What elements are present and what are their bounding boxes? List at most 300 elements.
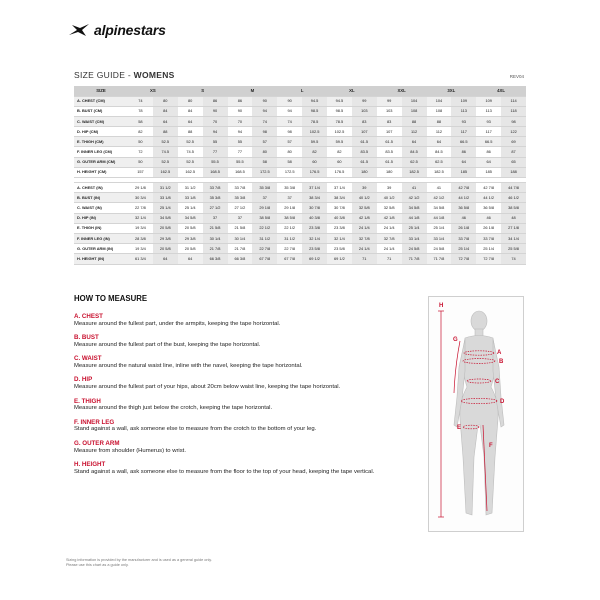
row-label: C. WAIST (CM)	[74, 116, 128, 126]
table-cell: 114	[501, 96, 526, 106]
header-size-cell: S	[178, 86, 228, 96]
table-cell: 50	[128, 137, 153, 147]
table-cell: 24 1/4	[377, 223, 402, 233]
table-cell: 59.5	[302, 137, 327, 147]
table-cell: 35 3/8	[228, 193, 253, 203]
table-cell: 25 1/4	[153, 203, 178, 213]
page-title-bold: WOMENS	[133, 70, 175, 80]
table-cell: 113	[451, 106, 476, 116]
measurement-heading: C. WAIST	[74, 355, 102, 363]
table-cell: 61.5	[377, 157, 402, 167]
measurement-heading: F. INNER LEG	[74, 418, 115, 426]
table-cell: 77	[203, 147, 228, 157]
table-cell: 32 5/8	[377, 203, 402, 213]
table-cell: 46	[451, 213, 476, 223]
table-cell: 33 1/4	[427, 233, 452, 243]
table-cell: 25 1/4	[178, 203, 203, 213]
table-cell: 98	[501, 116, 526, 126]
measurement-description: Measure around the thigh just below the crotch, keeping the tape horizontal.	[74, 405, 273, 412]
header-size-label: SIZE	[74, 86, 128, 96]
cm-row	[74, 116, 526, 126]
row-label: A. CHEST (IN)	[74, 183, 128, 193]
table-cell: 77	[228, 147, 253, 157]
table-cell: 25 1/4	[427, 223, 452, 233]
table-cell: 84	[153, 106, 178, 116]
measurement-heading: E. THIGH	[74, 397, 101, 405]
row-label: B. BUST (CM)	[74, 106, 128, 116]
table-cell: 19 3/4	[128, 223, 153, 233]
table-cell: 52.5	[178, 137, 203, 147]
table-cell: 38 5/8	[252, 213, 277, 223]
footnote-line-2: Please use this chart as a guide only.	[66, 563, 129, 568]
table-cell: 34 1/4	[501, 233, 526, 243]
cm-row	[74, 157, 526, 167]
table-cell: 31 1/2	[277, 233, 302, 243]
table-cell: 38 3/4	[327, 193, 352, 203]
table-cell: 94	[203, 127, 228, 137]
table-cell: 64	[153, 254, 178, 264]
table-cell: 90	[228, 106, 253, 116]
table-cell: 25 1/4	[476, 244, 501, 254]
row-label: C. WAIST (IN)	[74, 203, 128, 213]
table-cell: 23 3/8	[302, 223, 327, 233]
table-cell: 107	[352, 127, 377, 137]
table-cell: 42 7/8	[451, 183, 476, 193]
table-cell: 104	[402, 96, 427, 106]
table-cell: 107	[377, 127, 402, 137]
table-cell: 29 1/8	[252, 203, 277, 213]
figure-letter-c: C	[495, 379, 500, 385]
table-cell: 44 1/8	[427, 213, 452, 223]
measurement-description: Measure around the fullest part of the bust, keeping the tape horizontal.	[74, 341, 261, 348]
table-cell: 37	[277, 193, 302, 203]
table-cell: 32 5/8	[352, 203, 377, 213]
table-cell: 21 5/8	[228, 223, 253, 233]
table-cell: 42 7/8	[476, 183, 501, 193]
female-body-diagram	[429, 297, 525, 533]
table-cell: 83.5	[377, 147, 402, 157]
table-cell: 31 1/2	[252, 233, 277, 243]
table-cell: 22 7/8	[252, 244, 277, 254]
table-cell: 37	[252, 193, 277, 203]
table-cell: 25 5/8	[501, 244, 526, 254]
table-cell: 58	[277, 157, 302, 167]
table-cell: 69 1/2	[302, 254, 327, 264]
table-cell: 122	[501, 127, 526, 137]
table-cell: 64	[178, 254, 203, 264]
row-label: F. INNER LEG (CM)	[74, 147, 128, 157]
measurement-item	[74, 355, 424, 370]
size-table	[74, 86, 526, 265]
version-label: REV04	[509, 74, 524, 79]
table-cell: 180	[377, 167, 402, 177]
table-cell: 22 7/8	[277, 244, 302, 254]
table-cell: 176.5	[327, 167, 352, 177]
alpinestars-star-icon	[68, 23, 90, 37]
table-cell: 41	[427, 183, 452, 193]
table-cell: 38 5/8	[501, 203, 526, 213]
cm-row	[74, 106, 526, 116]
table-cell: 83.5	[352, 147, 377, 157]
header-size-cell: XS	[128, 86, 178, 96]
table-cell: 70	[228, 116, 253, 126]
measurement-description: Measure around the fullest part of your hips, about 20cm below waist line, keeping the tape horizontal.	[74, 384, 341, 391]
table-cell: 65	[501, 157, 526, 167]
table-cell: 46 1/2	[501, 193, 526, 203]
table-cell: 185	[451, 167, 476, 177]
table-cell: 168.5	[203, 167, 228, 177]
table-cell: 26 1/8	[476, 223, 501, 233]
page-title	[74, 70, 175, 80]
measurement-heading: A. CHEST	[74, 313, 103, 320]
measurement-description: Measure around the natural waist line, inline with the navel, keeping the tape horizontal.	[74, 363, 303, 369]
table-cell: 55	[228, 137, 253, 147]
table-cell: 33 1/8	[153, 193, 178, 203]
table-cell: 71 7/8	[402, 254, 427, 264]
table-cell: 61.5	[352, 137, 377, 147]
row-label: G. OUTER ARM (IN)	[74, 244, 128, 254]
table-cell: 33 7/8	[476, 233, 501, 243]
header-size-cell: 4XL	[476, 86, 526, 96]
row-label: A. CHEST (CM)	[74, 96, 128, 106]
table-cell: 31 1/2	[153, 183, 178, 193]
table-cell: 32 7/8	[377, 233, 402, 243]
table-cell: 83	[377, 116, 402, 126]
table-cell: 24 1/4	[352, 223, 377, 233]
table-cell: 86	[203, 96, 228, 106]
table-cell: 30 7/8	[327, 203, 352, 213]
table-cell: 185	[476, 167, 501, 177]
table-cell: 69 1/2	[327, 254, 352, 264]
table-cell: 61.5	[377, 137, 402, 147]
measurement-heading: H. HEIGHT	[74, 460, 106, 468]
table-cell: 64	[451, 157, 476, 167]
table-cell: 23 3/8	[327, 223, 352, 233]
table-cell: 94	[228, 127, 253, 137]
table-cell: 88	[402, 116, 427, 126]
measurement-heading: D. HIP	[74, 376, 93, 384]
table-cell: 42 1/2	[427, 193, 452, 203]
table-cell: 84.5	[427, 147, 452, 157]
table-cell: 64	[178, 116, 203, 126]
measurement-item	[74, 376, 424, 391]
footnote-line-1: Sizing information is provided by the manufacturer and is used as a general guide only.	[66, 558, 212, 562]
footnote	[66, 558, 266, 568]
table-cell: 38 3/4	[302, 193, 327, 203]
table-cell: 61 3/4	[128, 254, 153, 264]
row-label: B. BUST (IN)	[74, 193, 128, 203]
table-cell: 99	[377, 96, 402, 106]
table-cell: 74	[128, 96, 153, 106]
table-cell: 37 1/4	[327, 183, 352, 193]
table-cell: 67 7/8	[252, 254, 277, 264]
cm-row	[74, 96, 526, 106]
table-cell: 74	[501, 254, 526, 264]
table-cell: 29 3/8	[178, 233, 203, 243]
table-cell: 19 3/4	[128, 244, 153, 254]
table-cell: 74.5	[178, 147, 203, 157]
row-label: H. HEIGHT (IN)	[74, 254, 128, 264]
row-label: D. HIP (IN)	[74, 213, 128, 223]
table-cell: 102.5	[302, 127, 327, 137]
table-cell: 109	[476, 96, 501, 106]
table-cell: 33 7/8	[203, 183, 228, 193]
table-cell: 64	[402, 137, 427, 147]
table-cell: 30 3/4	[128, 193, 153, 203]
table-cell: 20 5/8	[153, 244, 178, 254]
row-label: G. OUTER ARM (CM)	[74, 157, 128, 167]
table-cell: 39	[377, 183, 402, 193]
header-size-cell: M	[228, 86, 278, 96]
brand-name: alpinestars	[94, 22, 166, 38]
table-cell: 25 1/4	[402, 223, 427, 233]
table-cell: 98	[252, 127, 277, 137]
table-cell: 23 5/8	[302, 244, 327, 254]
table-cell: 157	[128, 167, 153, 177]
row-label: E. THIGH (CM)	[74, 137, 128, 147]
row-label: F. INNER LEG (IN)	[74, 233, 128, 243]
table-cell: 78.5	[327, 116, 352, 126]
title-row	[74, 70, 524, 80]
measurement-item	[74, 398, 424, 413]
table-cell: 40 1/2	[352, 193, 377, 203]
table-cell: 172.5	[252, 167, 277, 177]
in-row	[74, 233, 526, 243]
table-cell: 66.5	[451, 137, 476, 147]
table-cell: 162.5	[178, 167, 203, 177]
figure-letter-e: E	[457, 425, 462, 431]
table-cell: 82	[327, 147, 352, 157]
table-cell: 74	[252, 116, 277, 126]
in-row	[74, 203, 526, 213]
table-cell: 44 1/2	[476, 193, 501, 203]
in-row	[74, 244, 526, 254]
table-cell: 24 1/4	[352, 244, 377, 254]
table-cell: 30 7/8	[302, 203, 327, 213]
table-cell: 78.5	[302, 116, 327, 126]
table-cell: 66 3/8	[203, 254, 228, 264]
table-cell: 35 3/8	[277, 183, 302, 193]
table-cell: 32 1/4	[327, 233, 352, 243]
row-label: D. HIP (CM)	[74, 127, 128, 137]
table-cell: 39	[352, 183, 377, 193]
table-cell: 98	[277, 127, 302, 137]
table-cell: 22 1/2	[252, 223, 277, 233]
table-cell: 180	[352, 167, 377, 177]
header-size-cell: XXL	[377, 86, 427, 96]
table-cell: 86	[476, 147, 501, 157]
table-cell: 44 1/2	[451, 193, 476, 203]
table-cell: 94	[252, 106, 277, 116]
table-cell: 52.5	[178, 157, 203, 167]
table-cell: 44 7/8	[501, 183, 526, 193]
table-cell: 64	[476, 157, 501, 167]
table-cell: 84	[178, 106, 203, 116]
table-cell: 60	[302, 157, 327, 167]
table-cell: 42 1/8	[352, 213, 377, 223]
header-size-cell: 3XL	[427, 86, 477, 96]
table-cell: 72 7/8	[476, 254, 501, 264]
table-cell: 20 5/8	[178, 244, 203, 254]
table-cell: 32 1/4	[302, 233, 327, 243]
table-cell: 88	[427, 116, 452, 126]
table-cell: 93	[476, 116, 501, 126]
table-cell: 50	[128, 157, 153, 167]
table-cell: 34 5/8	[402, 203, 427, 213]
table-cell: 90	[203, 106, 228, 116]
table-cell: 78	[128, 106, 153, 116]
table-cell: 168.5	[228, 167, 253, 177]
table-cell: 21 7/8	[228, 244, 253, 254]
table-cell: 35 3/8	[252, 183, 277, 193]
figure-letter-g: G	[453, 337, 458, 343]
table-cell: 102.5	[327, 127, 352, 137]
table-cell: 90	[277, 96, 302, 106]
table-cell: 37 1/4	[302, 183, 327, 193]
table-cell: 35 3/8	[203, 193, 228, 203]
table-cell: 26 1/8	[451, 223, 476, 233]
table-cell: 104	[427, 96, 452, 106]
table-cell: 25 1/4	[451, 244, 476, 254]
table-cell: 72 7/8	[451, 254, 476, 264]
table-cell: 32 1/4	[128, 213, 153, 223]
table-cell: 40 1/2	[377, 193, 402, 203]
table-cell: 24 1/4	[377, 244, 402, 254]
table-cell: 34 5/8	[178, 213, 203, 223]
table-cell: 55.5	[228, 157, 253, 167]
header-size-cell: L	[277, 86, 327, 96]
table-cell: 60	[327, 157, 352, 167]
table-cell: 44 1/8	[402, 213, 427, 223]
table-cell: 64	[153, 116, 178, 126]
table-cell: 23 5/8	[327, 244, 352, 254]
table-cell: 108	[402, 106, 427, 116]
table-cell: 40 3/8	[327, 213, 352, 223]
table-cell: 27 1/2	[228, 203, 253, 213]
table-cell: 57	[277, 137, 302, 147]
measurement-item	[74, 313, 424, 328]
table-cell: 66.5	[476, 137, 501, 147]
table-cell: 41	[402, 183, 427, 193]
table-cell: 113	[476, 106, 501, 116]
table-cell: 182.5	[427, 167, 452, 177]
cm-row	[74, 147, 526, 157]
table-cell: 34 5/8	[153, 213, 178, 223]
cm-row	[74, 137, 526, 147]
table-cell: 62.5	[427, 157, 452, 167]
table-cell: 52.5	[153, 137, 178, 147]
table-cell: 46	[476, 213, 501, 223]
table-cell: 67 7/8	[277, 254, 302, 264]
table-cell: 112	[402, 127, 427, 137]
table-cell: 62.5	[402, 157, 427, 167]
table-cell: 24 5/8	[402, 244, 427, 254]
table-cell: 82	[128, 127, 153, 137]
in-row	[74, 223, 526, 233]
table-cell: 38 5/8	[277, 213, 302, 223]
table-cell: 37	[228, 213, 253, 223]
measurement-item	[74, 334, 424, 349]
table-cell: 37	[203, 213, 228, 223]
table-cell: 74.5	[153, 147, 178, 157]
measurement-description: Measure from shoulder (Humerus) to wrist.	[74, 447, 186, 454]
table-cell: 30 1/4	[228, 233, 253, 243]
table-cell: 99	[352, 96, 377, 106]
table-cell: 34 5/8	[427, 203, 452, 213]
table-cell: 29 3/8	[153, 233, 178, 243]
table-cell: 86	[228, 96, 253, 106]
cm-row	[74, 167, 526, 177]
in-row	[74, 193, 526, 203]
how-to-measure-title: HOW TO MEASURE	[74, 294, 148, 303]
table-cell: 87	[501, 147, 526, 157]
table-cell: 94.5	[327, 96, 352, 106]
cm-row	[74, 127, 526, 137]
table-cell: 22 1/2	[277, 223, 302, 233]
header-size-cell: XL	[327, 86, 377, 96]
table-cell: 98.5	[302, 106, 327, 116]
table-cell: 30 1/4	[203, 233, 228, 243]
table-cell: 80	[153, 96, 178, 106]
table-cell: 29 1/8	[277, 203, 302, 213]
table-cell: 72	[128, 147, 153, 157]
table-cell: 188	[501, 167, 526, 177]
how-to-measure-section	[74, 294, 424, 482]
table-cell: 94	[277, 106, 302, 116]
table-cell: 58	[128, 116, 153, 126]
table-cell: 83	[352, 116, 377, 126]
table-cell: 93	[451, 116, 476, 126]
table-cell: 57	[252, 137, 277, 147]
table-cell: 33 1/8	[178, 193, 203, 203]
table-cell: 182.5	[402, 167, 427, 177]
table-cell: 21 5/8	[203, 223, 228, 233]
measurement-description: Stand against a wall, ask someone else to measure from the crotch to the bottom of your leg.	[74, 426, 317, 433]
figure-letter-b: B	[499, 359, 504, 365]
row-label: E. THIGH (IN)	[74, 223, 128, 233]
table-cell: 112	[427, 127, 452, 137]
table-cell: 103	[352, 106, 377, 116]
table-cell: 20 5/8	[153, 223, 178, 233]
in-row	[74, 213, 526, 223]
measurement-list	[74, 313, 424, 476]
table-cell: 90	[252, 96, 277, 106]
table-cell: 162.5	[153, 167, 178, 177]
table-cell: 27 1/8	[501, 223, 526, 233]
table-cell: 82	[302, 147, 327, 157]
row-label: H. HEIGHT (CM)	[74, 167, 128, 177]
table-cell: 88	[178, 127, 203, 137]
table-cell: 108	[427, 106, 452, 116]
table-cell: 22 7/8	[128, 203, 153, 213]
table-cell: 33 7/8	[228, 183, 253, 193]
table-cell: 28 3/8	[128, 233, 153, 243]
table-cell: 55.5	[203, 157, 228, 167]
table-cell: 88	[153, 127, 178, 137]
table-cell: 172.5	[277, 167, 302, 177]
measurement-heading: G. OUTER ARM	[74, 439, 120, 447]
table-cell: 117	[451, 127, 476, 137]
table-cell: 71	[352, 254, 377, 264]
measurement-item	[74, 461, 424, 476]
table-cell: 71 7/8	[427, 254, 452, 264]
table-cell: 117	[476, 127, 501, 137]
body-figure	[428, 296, 524, 532]
table-cell: 64	[427, 137, 452, 147]
measurement-description: Measure around the fullest part, under the armpits, keeping the tape horizontal.	[74, 320, 281, 327]
table-header-row	[74, 86, 526, 96]
table-cell: 98.5	[327, 106, 352, 116]
